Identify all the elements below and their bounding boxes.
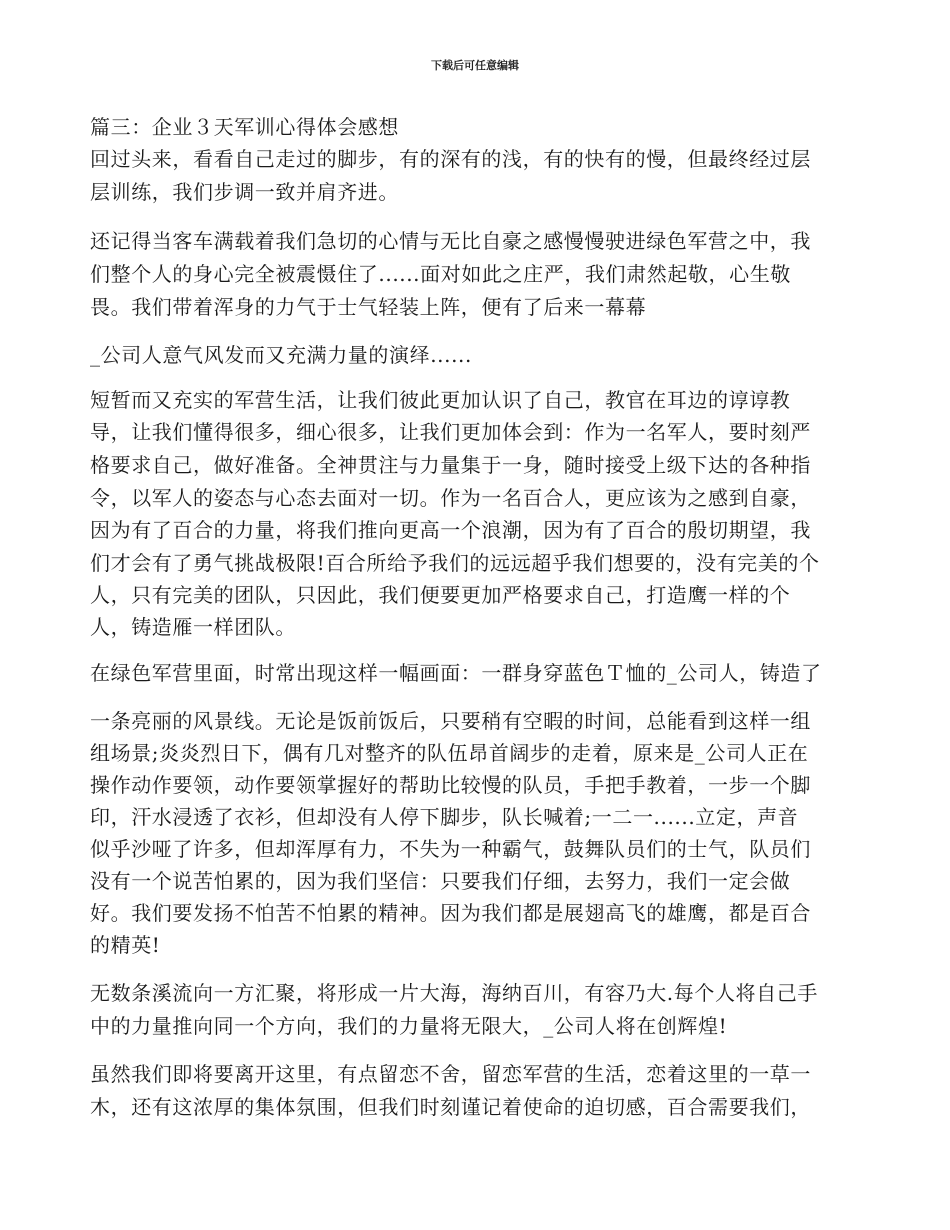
text-line: _公司人意气风发而又充满力量的演绎...... — [90, 343, 472, 367]
text-line: 的精英! — [90, 933, 161, 957]
text-line: 们才会有了勇气挑战极限!百合所给予我们的远远超乎我们想要的，没有完美的个 — [90, 551, 820, 575]
text-line: 似乎沙哑了许多，但却浑厚有力，不失为一种霸气，鼓舞队员们的士气，队员们 — [90, 837, 811, 861]
text-line: 令，以军人的姿态与心态去面对一切。作为一名百合人，更应该为之感到自豪， — [90, 486, 811, 510]
text-line: 虽然我们即将要离开这里，有点留恋不舍，留恋军营的生活，恋着这里的一草一 — [90, 1062, 811, 1086]
text-line: 组场景;炎炎烈日下，偶有几对整齐的队伍昂首阔步的走着，原来是_公司人正在 — [90, 741, 809, 765]
text-line: 们整个人的身心完全被震慑住了......面对如此之庄严，我们肃然起敬，心生敬 — [90, 262, 791, 286]
text-line: 层训练，我们步调一致并肩齐进。 — [90, 180, 399, 204]
text-line: 在绿色军营里面，时常出现这样一幅画面：一群身穿蓝色Ｔ恤的_公司人，铸造了 — [90, 661, 822, 685]
text-line: 没有一个说苦怕累的，因为我们坚信：只要我们仔细，去努力，我们一定会做 — [90, 869, 791, 893]
text-line: 因为有了百合的力量，将我们推向更高一个浪潮，因为有了百合的殷切期望，我 — [90, 518, 811, 542]
text-line: 操作动作要领，动作要领掌握好的帮助比较慢的队员，手把手教着，一步一个脚 — [90, 773, 811, 797]
page-header: 下载后可任意编辑 — [431, 59, 519, 72]
text-line: 无数条溪流向一方汇聚，将形成一片大海，海纳百川，有容乃大.每个人将自己手 — [90, 981, 818, 1005]
section-title: 篇三：企业３天军训心得体会感想 — [90, 115, 399, 139]
text-line: 还记得当客车满载着我们急切的心情与无比自豪之感慢慢驶进绿色军营之中，我 — [90, 229, 811, 253]
text-line: 人，铸造雁一样团队。 — [90, 615, 296, 639]
text-line: 印，汗水浸透了衣衫，但却没有人停下脚步，队长喊着;一二一......立定，声音 — [90, 805, 799, 829]
text-line: 导，让我们懂得很多，细心很多，让我们更加体会到：作为一名军人，要时刻严 — [90, 420, 811, 444]
text-line: 短暂而又充实的军营生活，让我们彼此更加认识了自己，教官在耳边的谆谆教 — [90, 388, 791, 412]
text-line: 回过头来，看看自己走过的脚步，有的深有的浅，有的快有的慢，但最终经过层 — [90, 147, 811, 171]
text-line: 人，只有完美的团队，只因此，我们便要更加严格要求自己，打造鹰一样的个 — [90, 583, 791, 607]
text-line: 中的力量推向同一个方向，我们的力量将无限大，_公司人将在创辉煌! — [90, 1014, 728, 1038]
text-line: 木，还有这浓厚的集体氛围，但我们时刻谨记着使命的迫切感，百合需要我们， — [90, 1095, 811, 1119]
text-line: 畏。我们带着浑身的力气于士气轻装上阵，便有了后来一幕幕 — [90, 295, 647, 319]
text-line: 好。我们要发扬不怕苦不怕累的精神。因为我们都是展翅高飞的雄鹰，都是百合 — [90, 901, 811, 925]
text-line: 格要求自己，做好准备。全神贯注与力量集于一身，随时接受上级下达的各种指 — [90, 453, 811, 477]
text-line: 一条亮丽的风景线。无论是饭前饭后，只要稍有空暇的时间，总能看到这样一组 — [90, 709, 811, 733]
